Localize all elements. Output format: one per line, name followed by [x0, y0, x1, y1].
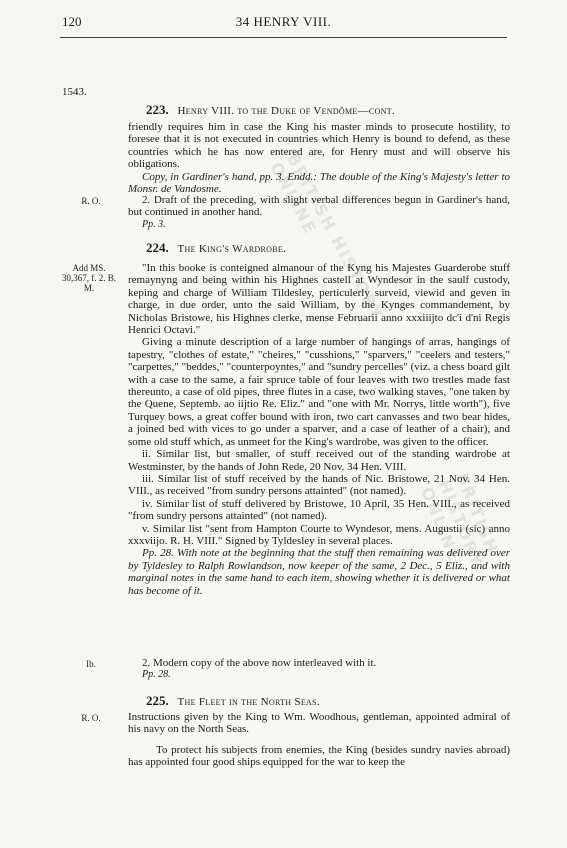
source-margin: Add MS. 30,367, f. 2. B. M.	[62, 263, 116, 293]
source-margin: R. O.	[81, 713, 101, 723]
year-margin: 1543.	[62, 86, 87, 98]
paragraph: Giving a minute description of a large number of hangings of arras, hangings of tapestry, "clothes of estate," "cheires," "cusshions," "sparvers," "ceelers and testers," "carpettes," "beddes," "counterpoyntes," and "sundry percelles" (viz. a chess board gilt with a case to the same, a fair spruce table of four leaves with two trestles made fast thereunto, a case of old pipes, three flutes in a case, two walking staves, "one taken by the Quene, Septemb. ao iijtio Re. Eliz." and "one with Mr. Norrys, little worth"), five Turquey bows, a great coffer bound with iron, two cart canvasses and two bear hides, a joined bed with vices to go under a sparver, and a case of leather of a chair), and some old stuff which, as unmeet for the King's wardrobe, was given to the officer.	[128, 336, 510, 448]
entry-number: 225.	[146, 693, 169, 708]
entry-225-heading	[146, 693, 320, 709]
entry-225-body	[128, 711, 510, 769]
paragraph: ii. Similar list, but smaller, of stuff received out of the standing wardrobe at Westminster, by the hands of John Rede, 20 Nov. 34 Hen. VIII.	[128, 448, 510, 473]
entry-224-item-2	[128, 657, 510, 682]
entry-title: The Fleet in the North Seas.	[177, 696, 320, 708]
entry-title: Henry VIII. to the Duke of Vendôme—cont.	[177, 105, 395, 117]
watermark: BRITISH HISTORY ONLINE	[417, 470, 503, 570]
paragraph: v. Similar list "sent from Hampton Courte to Wyndesor, mens. Augustii (sic) anno xxxviijo. R. H. VIII." Signed by Tyldesley in several places.	[128, 522, 510, 547]
source-margin: Ib.	[86, 659, 96, 669]
entry-number: 224.	[146, 240, 169, 255]
paragraph: To protect his subjects from enemies, the King (besides sundry navies abroad) has appointed four good ships equipped for the war to keep the	[128, 743, 510, 769]
entry-223-heading	[146, 102, 395, 118]
entry-223-item-2	[128, 194, 510, 231]
entry-224-body	[128, 262, 510, 597]
source-margin: R. O.	[81, 196, 101, 206]
page-number: 120	[62, 14, 82, 29]
page-header	[0, 14, 567, 34]
header-rule	[60, 37, 507, 38]
entry-number: 223.	[146, 102, 169, 117]
source-note: Copy, in Gardiner's hand, pp. 3. Endd.: The double of the King's Majesty's letter to Monsr. de Vandosme.	[128, 170, 510, 196]
paragraph: 2. Draft of the preceding, with slight verbal differences begun in Gardiner's hand, but continued in another hand.	[128, 194, 510, 219]
quote-paragraph: "In this booke is conteigned almanour of the Kyng his Majestes Guarderobe stuff remaynyng and being within his Highnes castell at Wyndesor in the saulf custody, keping and charge of William Tildesley, perticulerly surveid, viewid and geven in charge, in due order, unto the said William, by the Kynges commandement, by Nicholas Bristowe, his Highnes clerke, mense Februarii anno xxxiiijto dc'i d'ni Regis Henrici Octavi."	[128, 262, 510, 337]
paragraph: iii. Similar list of stuff received by the hands of Nic. Bristowe, 21 Nov. 34 Hen. VIII., as received "from sundry persons attainted" (not named).	[128, 472, 510, 498]
source-note: Pp. 28. With note at the beginning that the stuff then remaining was delivered over by Tyldesley to Ralph Rowlandson, now keeper of the same, 2 Dec., 5 Eliz., and with marginal notes in the same hand to each item, showing whether it is delivered or what has become of it.	[128, 547, 510, 597]
entry-224-heading	[146, 240, 286, 256]
watermark: BRITISH HISTORY ONLINE	[266, 150, 388, 324]
page-ref: Pp. 3.	[142, 218, 166, 230]
running-title: 34 HENRY VIII.	[235, 14, 332, 29]
paragraph: 2. Modern copy of the above now interleaved with it.	[142, 657, 377, 669]
page-ref: Pp. 28.	[142, 669, 171, 681]
entry-223-body	[128, 121, 510, 195]
entry-title: The King's Wardrobe.	[177, 243, 287, 255]
paragraph: Instructions given by the King to Wm. Woodhous, gentleman, appointed admiral of his navy on the North Seas.	[128, 711, 510, 736]
paragraph: iv. Similar list of stuff delivered by Bristowe, 10 April, 35 Hen. VIII., as received "from sundry persons attainted" (not named).	[128, 497, 510, 523]
paragraph: friendly requires him in case the King his master minds to prosecute hostility, to foresee that it is not executed in countries which Henry is bound to defend, as these countries which he has now entered are, for Henry must and will observe his obligations.	[128, 121, 510, 171]
